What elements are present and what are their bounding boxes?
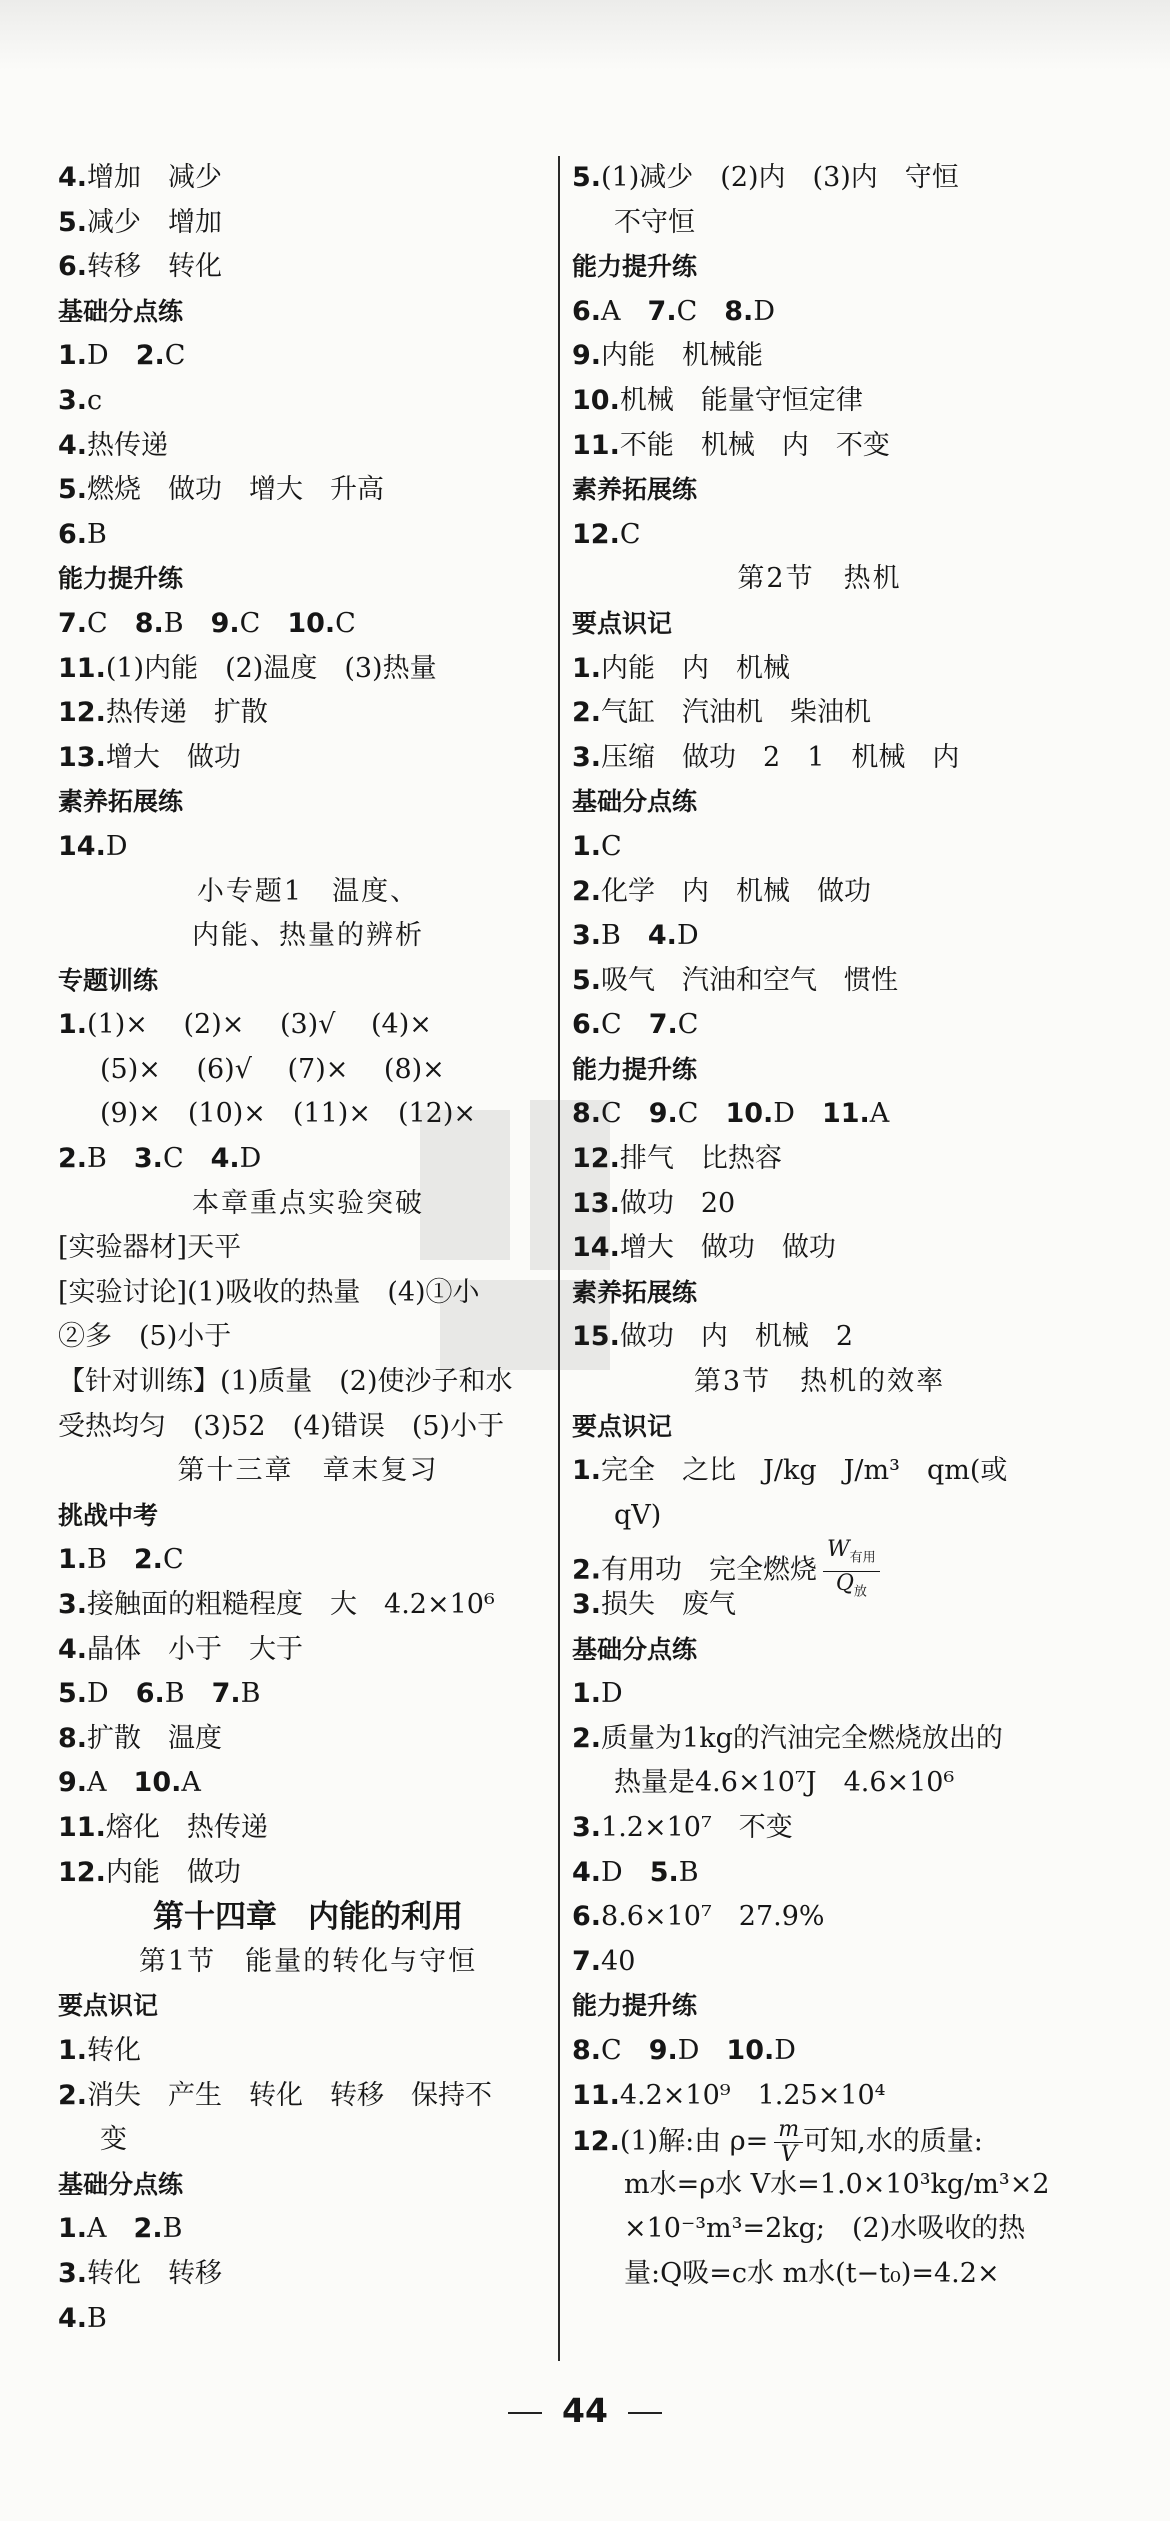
question-number: 15. xyxy=(572,1321,620,1353)
question-number: 10. xyxy=(133,1767,182,1799)
answer-line xyxy=(572,1583,1067,1628)
answer-line xyxy=(572,513,1067,558)
answer-text: c xyxy=(87,384,103,416)
answer-text: A xyxy=(87,2213,134,2245)
answer-text: C xyxy=(677,1098,726,1130)
answer-line xyxy=(58,602,558,647)
answer-text: C xyxy=(676,295,725,327)
question-number: 12. xyxy=(58,697,106,729)
answer-line xyxy=(58,245,558,290)
question-number: 2. xyxy=(572,875,602,907)
answer-line xyxy=(58,691,558,736)
section-heading: 能力提升练 xyxy=(572,252,698,282)
question-number: 13. xyxy=(58,741,106,773)
question-number: 1. xyxy=(58,2213,88,2245)
question-number: 7. xyxy=(648,1009,678,1041)
section-heading: 基础分点练 xyxy=(572,787,698,817)
section-heading: 挑战中考 xyxy=(58,1500,159,1530)
section-heading: 素养拓展练 xyxy=(58,787,184,817)
section-heading: 专题训练 xyxy=(58,965,159,995)
section-title: 第十三章 章末复习 xyxy=(177,1455,439,1487)
fraction xyxy=(774,2118,803,2167)
answer-line xyxy=(572,1315,1067,1360)
answer-text: 热传递 扩散 xyxy=(105,697,268,729)
answer-text: B xyxy=(87,518,107,550)
answer-line xyxy=(572,1449,1067,1494)
answer-line xyxy=(58,201,558,246)
denominator-symbol: V xyxy=(780,2142,797,2168)
answer-line xyxy=(572,379,1067,424)
question-number: 12. xyxy=(572,518,620,550)
question-number: 7. xyxy=(58,607,88,639)
answer-text: 内能 做功 xyxy=(105,1856,241,1888)
question-number: 12. xyxy=(572,1143,620,1175)
answer-text: 接触面的粗糙程度 大 4.2×10⁶ xyxy=(87,1589,495,1620)
question-number: 3. xyxy=(572,920,602,952)
question-number: 3. xyxy=(572,741,602,773)
question-number: 6. xyxy=(135,1678,165,1710)
question-number: 3. xyxy=(572,1589,602,1620)
answer-text: 质量为1kg的汽油完全燃烧放出的 xyxy=(601,1722,1003,1754)
answer-text: 燃烧 做功 增大 升高 xyxy=(87,474,385,506)
section-heading: 要点识记 xyxy=(572,1411,673,1441)
question-number: 1. xyxy=(572,652,602,684)
answer-line xyxy=(572,156,1067,201)
question-number: 6. xyxy=(572,295,602,327)
continuation-line: ×10⁻³m³=2kg; (2)水吸收的热 xyxy=(624,2213,1026,2245)
answer-text: C xyxy=(239,607,288,639)
continuation-line: 不守恒 xyxy=(614,206,695,238)
answer-line xyxy=(572,1226,1067,1271)
answer-text: C xyxy=(87,607,135,639)
answer-text: D xyxy=(239,1143,262,1175)
fraction-numerator xyxy=(774,2118,803,2143)
answer-text: 增大 做功 做功 xyxy=(619,1232,836,1264)
answer-text: 转化 转移 xyxy=(87,2257,223,2289)
question-number: 13. xyxy=(572,1187,620,1219)
answer-line xyxy=(572,1717,1067,1762)
answer-line xyxy=(58,2029,558,2074)
answer-text: B xyxy=(601,920,648,952)
question-number: 5. xyxy=(572,964,602,996)
question-number: 3. xyxy=(133,1143,163,1175)
answer-text: C xyxy=(162,1143,211,1175)
answer-text: 8.6×10⁷ 27.9% xyxy=(601,1901,825,1933)
question-number: 8. xyxy=(572,1098,602,1130)
question-number: 4. xyxy=(58,429,88,461)
question-number: 12. xyxy=(58,1856,106,1888)
continuation-line: qV) xyxy=(614,1499,662,1531)
question-number: 11. xyxy=(58,1811,106,1843)
page-top-shading xyxy=(0,0,1170,70)
answer-line xyxy=(58,736,558,781)
section-heading: 能力提升练 xyxy=(58,564,184,594)
answer-text: C xyxy=(619,518,641,550)
question-number: 12. xyxy=(572,2126,620,2158)
fraction-numerator xyxy=(823,1538,880,1571)
answer-line xyxy=(572,1137,1067,1182)
chapter-title: 第十四章 内能的利用 xyxy=(153,1899,463,1936)
right-answer-column xyxy=(572,156,1067,2297)
answer-line: [实验器材]天平 xyxy=(58,1232,242,1264)
question-number: 2. xyxy=(572,697,602,729)
answer-line xyxy=(572,736,1067,781)
page-number: 44 xyxy=(562,2391,608,2430)
answer-line xyxy=(58,156,558,201)
answer-text: 做功 20 xyxy=(619,1187,736,1219)
numerator-subscript: 有用 xyxy=(849,1550,876,1566)
continuation-line: 量:Q吸=c水 m水(t−t₀)=4.2× xyxy=(624,2257,1000,2289)
question-number: 1. xyxy=(58,2034,88,2066)
answer-line xyxy=(572,1940,1067,1985)
answer-text: D xyxy=(773,1098,822,1130)
answer-line xyxy=(572,825,1067,870)
question-number: 4. xyxy=(58,162,88,193)
continuation-line: m水=ρ水 V水=1.0×10³kg/m³×2 xyxy=(624,2168,1050,2200)
question-number: 6. xyxy=(58,518,88,550)
question-number: 3. xyxy=(58,384,88,416)
question-number: 9. xyxy=(648,1098,678,1130)
answer-line: 受热均匀 (3)52 (4)错误 (5)小于 xyxy=(58,1410,505,1442)
answer-text: 化学 内 机械 做功 xyxy=(601,875,872,907)
page-footer xyxy=(0,2391,1170,2430)
answer-text: (1)× (2)× (3)√ (4)× xyxy=(87,1009,432,1041)
answer-line xyxy=(572,424,1067,469)
answer-line xyxy=(572,870,1067,915)
answer-text: 转移 转化 xyxy=(87,251,223,283)
answer-line xyxy=(572,691,1067,736)
question-number: 4. xyxy=(58,2302,88,2334)
answer-text: 做功 内 机械 2 xyxy=(619,1321,854,1353)
footer-dash-right xyxy=(628,2412,662,2414)
section-heading: 素养拓展练 xyxy=(572,475,698,505)
answer-text: 减少 增加 xyxy=(87,206,223,238)
answer-text: 4.2×10⁹ 1.25×10⁴ xyxy=(619,2079,886,2111)
answer-line xyxy=(58,513,558,558)
question-number: 8. xyxy=(134,607,164,639)
section-title: 本章重点实验突破 xyxy=(192,1187,424,1219)
question-number: 9. xyxy=(572,340,602,372)
question-number: 6. xyxy=(572,1901,602,1933)
answer-line xyxy=(572,2117,1067,2168)
answer-text: 压缩 做功 2 1 机械 内 xyxy=(601,741,960,773)
question-number: 9. xyxy=(210,607,240,639)
answer-text: 40 xyxy=(601,1945,636,1977)
answer-text: B xyxy=(163,607,211,639)
question-number: 6. xyxy=(572,1009,602,1041)
answer-text: 机械 能量守恒定律 xyxy=(619,384,863,416)
answer-text: D xyxy=(105,830,128,862)
answer-line xyxy=(572,1003,1067,1048)
question-number: 1. xyxy=(572,1455,602,1487)
section-heading: 能力提升练 xyxy=(572,1991,698,2021)
footer-dash-left xyxy=(508,2412,542,2414)
section-title: 内能、热量的辨析 xyxy=(192,920,424,952)
answer-text: 排气 比热容 xyxy=(619,1143,782,1175)
answer-line xyxy=(572,959,1067,1004)
answer-line xyxy=(58,1851,558,1896)
answer-text: B xyxy=(162,2213,183,2245)
answer-line: 【针对训练】(1)质量 (2)使沙子和水 xyxy=(58,1366,513,1398)
answer-text: C xyxy=(601,830,622,862)
section-heading: 基础分点练 xyxy=(58,2169,184,2199)
question-number: 4. xyxy=(210,1143,240,1175)
answer-text: 可知,水的质量: xyxy=(803,2126,983,2158)
answer-line xyxy=(58,2074,558,2119)
answer-text: 内能 机械能 xyxy=(601,340,764,372)
answer-text: 转化 xyxy=(87,2034,142,2066)
question-number: 3. xyxy=(58,2257,88,2289)
answer-text: C xyxy=(677,1009,699,1041)
question-number: 11. xyxy=(572,2079,620,2111)
answer-text: (1)内能 (2)温度 (3)热量 xyxy=(105,652,437,684)
answer-line xyxy=(572,334,1067,379)
answer-line xyxy=(572,914,1067,959)
question-number: 4. xyxy=(58,1633,88,1665)
answer-line xyxy=(58,1538,558,1583)
answer-line xyxy=(572,1672,1067,1717)
denominator-symbol: Q xyxy=(835,1570,854,1596)
question-number: 2. xyxy=(58,2079,88,2111)
answer-line xyxy=(572,1806,1067,1851)
answer-text: C xyxy=(601,1009,649,1041)
answer-text: B xyxy=(87,1544,134,1576)
answer-line xyxy=(572,2074,1067,2119)
numerator-symbol: m xyxy=(778,2117,800,2143)
question-number: 14. xyxy=(572,1232,620,1264)
answer-line xyxy=(58,1628,558,1673)
answer-text: A xyxy=(181,1767,201,1799)
question-number: 1. xyxy=(58,1009,88,1041)
answer-line: [实验讨论](1)吸收的热量 (4)①小 xyxy=(58,1276,480,1308)
question-number: 8. xyxy=(58,1722,88,1754)
answer-text: D xyxy=(677,2034,727,2066)
denominator-subscript: 放 xyxy=(853,1584,867,1600)
question-number: 3. xyxy=(572,1811,602,1843)
answer-text: 扩散 温度 xyxy=(87,1722,223,1754)
question-number: 2. xyxy=(133,2213,163,2245)
answer-line xyxy=(58,1003,558,1048)
answer-text: C xyxy=(162,1544,184,1576)
answer-text: A xyxy=(869,1098,890,1130)
answer-text: 损失 废气 xyxy=(601,1589,737,1620)
answer-line xyxy=(58,1583,558,1628)
answer-text: D xyxy=(601,1856,650,1888)
section-heading: 基础分点练 xyxy=(58,296,184,326)
section-title: 小专题1 温度、 xyxy=(196,875,420,907)
answer-text: C xyxy=(601,2034,649,2066)
numerator-symbol: W xyxy=(827,1537,850,1563)
answer-text: B xyxy=(678,1856,699,1888)
answer-text: (1)减少 (2)内 (3)内 守恒 xyxy=(601,162,959,193)
answer-text: 有用功 完全燃烧 xyxy=(601,1554,818,1586)
question-number: 10. xyxy=(725,1098,774,1130)
question-number: 3. xyxy=(58,1589,88,1620)
answer-line xyxy=(58,2297,558,2342)
answer-text: 气缸 汽油机 柴油机 xyxy=(601,697,872,729)
answer-line xyxy=(58,468,558,513)
question-number: 2. xyxy=(572,1722,602,1754)
answer-text: 吸气 汽油和空气 惯性 xyxy=(601,964,899,996)
answer-text: 1.2×10⁷ 不变 xyxy=(601,1811,793,1843)
answer-line xyxy=(58,1806,558,1851)
answer-text: 内能 内 机械 xyxy=(601,652,791,684)
question-number: 7. xyxy=(211,1678,241,1710)
question-number: 5. xyxy=(649,1856,679,1888)
question-number: 10. xyxy=(287,607,336,639)
question-number: 10. xyxy=(572,384,620,416)
column-divider xyxy=(558,156,560,2361)
answer-line: ②多 (5)小于 xyxy=(58,1321,232,1353)
continuation-line: (9)× (10)× (11)× (12)× xyxy=(100,1098,477,1130)
question-number: 1. xyxy=(58,1544,88,1576)
question-number: 9. xyxy=(648,2034,678,2066)
answer-text: A xyxy=(87,1767,134,1799)
answer-line xyxy=(58,424,558,469)
answer-line xyxy=(572,290,1067,335)
section-heading: 要点识记 xyxy=(58,1991,159,2021)
answer-line xyxy=(572,2029,1067,2074)
answer-line xyxy=(58,334,558,379)
question-number: 2. xyxy=(133,1544,163,1576)
question-number: 4. xyxy=(572,1856,602,1888)
continuation-line: (5)× (6)√ (7)× (8)× xyxy=(100,1053,445,1085)
question-number: 5. xyxy=(58,206,88,238)
question-number: 8. xyxy=(572,2034,602,2066)
answer-text: D xyxy=(601,1678,623,1710)
answer-text: 不能 机械 内 不变 xyxy=(619,429,890,461)
question-number: 5. xyxy=(572,162,602,193)
answer-text: 增加 减少 xyxy=(87,162,223,193)
answer-line xyxy=(58,1672,558,1717)
question-number: 2. xyxy=(135,340,165,372)
answer-line xyxy=(572,1851,1067,1896)
answer-text: A xyxy=(601,295,648,327)
answer-text: D xyxy=(87,340,136,372)
question-number: 11. xyxy=(58,652,106,684)
question-number: 10. xyxy=(726,2034,775,2066)
answer-line xyxy=(58,1717,558,1762)
question-number: 1. xyxy=(572,830,602,862)
question-number: 11. xyxy=(572,429,620,461)
answer-text: 完全 之比 J/kg J/m³ qm(或 xyxy=(601,1455,1008,1487)
question-number: 8. xyxy=(724,295,754,327)
answer-line xyxy=(572,1182,1067,1227)
question-number: 6. xyxy=(58,251,88,283)
answer-text: 熔化 热传递 xyxy=(105,1811,268,1843)
answer-line xyxy=(58,2252,558,2297)
question-number: 1. xyxy=(58,340,88,372)
question-number: 2. xyxy=(572,1554,602,1586)
answer-line xyxy=(58,1137,558,1182)
answer-text: (1)解:由 ρ= xyxy=(619,2126,769,2158)
left-answer-column xyxy=(58,156,558,2341)
answer-text: C xyxy=(335,607,356,639)
answer-line xyxy=(58,2207,558,2252)
continuation-line: 变 xyxy=(100,2124,127,2156)
answer-text: D xyxy=(87,1678,136,1710)
answer-text: 增大 做功 xyxy=(105,741,241,773)
answer-line xyxy=(58,379,558,424)
answer-text: C xyxy=(164,340,186,372)
question-number: 9. xyxy=(58,1767,88,1799)
answer-text: B xyxy=(164,1678,212,1710)
answer-line xyxy=(58,1761,558,1806)
question-number: 7. xyxy=(572,1945,602,1977)
section-heading: 基础分点练 xyxy=(572,1634,698,1664)
answer-text: D xyxy=(774,2034,796,2066)
answer-line xyxy=(572,1537,1067,1600)
answer-text: 热传递 xyxy=(87,429,169,461)
section-heading: 素养拓展练 xyxy=(572,1277,698,1307)
answer-text: 晶体 小于 大于 xyxy=(87,1633,304,1665)
answer-text: D xyxy=(676,920,699,952)
question-number: 14. xyxy=(58,830,106,862)
question-number: 4. xyxy=(647,920,677,952)
question-number: 5. xyxy=(58,1678,88,1710)
answer-text: 消失 产生 转化 转移 保持不 xyxy=(87,2079,493,2111)
answer-line xyxy=(572,1092,1067,1137)
answer-line xyxy=(572,1895,1067,1940)
section-title: 第2节 热机 xyxy=(737,563,902,595)
section-title: 第1节 能量的转化与守恒 xyxy=(138,1945,478,1977)
question-number: 2. xyxy=(58,1143,88,1175)
question-number: 5. xyxy=(58,474,88,506)
answer-line xyxy=(58,647,558,692)
question-number: 7. xyxy=(647,295,677,327)
answer-line xyxy=(572,647,1067,692)
answer-text: B xyxy=(240,1678,261,1710)
section-title: 第3节 热机的效率 xyxy=(693,1366,946,1398)
question-number: 11. xyxy=(821,1098,870,1130)
section-heading: 能力提升练 xyxy=(572,1054,698,1084)
answer-line xyxy=(58,825,558,870)
section-heading: 要点识记 xyxy=(572,608,673,638)
question-number: 1. xyxy=(572,1678,602,1710)
answer-text: C xyxy=(601,1098,649,1130)
answer-text: B xyxy=(87,2302,107,2334)
answer-text: B xyxy=(87,1143,134,1175)
continuation-line: 热量是4.6×10⁷J 4.6×10⁶ xyxy=(614,1767,955,1799)
answer-text: D xyxy=(753,295,775,327)
